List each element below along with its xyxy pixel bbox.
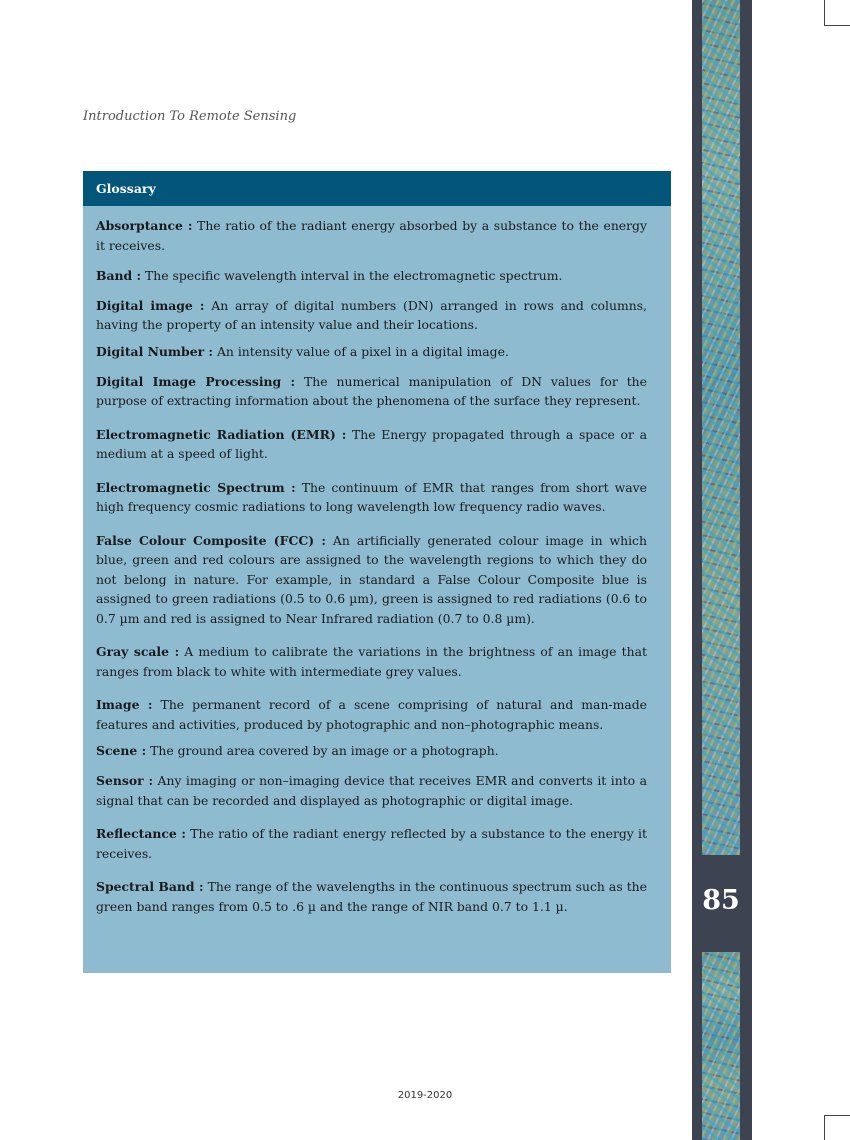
glossary-definition: The ratio of the radiant energy reflected by a substance to the energy it receives. [96,826,647,861]
glossary-box [83,171,671,973]
glossary-definition: The permanent record of a scene comprising of natural and man-made features and activities, produced by photographic and non–photographic means. [96,697,648,732]
running-head: Introduction To Remote Sensing [83,109,297,124]
glossary-definition: The ratio of the radiant energy absorbed by a substance to the energy it receives. [96,218,647,253]
glossary-definition: The ground area covered by an image or a photograph. [146,743,499,758]
glossary-entry-digital-number [96,342,647,362]
glossary-entry-spectral-band [96,877,647,916]
footer-year: 2019-2020 [397,1090,453,1101]
glossary-entry-absorptance [96,216,647,255]
crop-mark-top [824,0,850,26]
side-strip [692,0,752,1140]
satellite-image-strip-bottom [702,952,740,1140]
glossary-term: Digital Image Processing : [96,373,296,389]
glossary-entry-image [96,695,647,734]
glossary-entry-electromagnetic-spectrum [96,478,647,517]
glossary-term: Absorptance : [96,218,193,233]
glossary-term: Digital Number : [96,343,214,359]
glossary-title: Glossary [83,171,671,206]
glossary-definition: The range of the wavelengths in the continuous spectrum such as the green band ranges from 0.5 to .6 µ and the range of NIR band 0.7 to 1.1 µ. [96,879,647,914]
glossary-entry-gray-scale [96,642,647,681]
glossary-term: Digital image : [96,297,205,313]
glossary-definition: The Energy propagated through a space or a medium at a speed of light. [96,426,647,461]
glossary-definition: The numerical manipulation of DN values for the purpose of extracting information about the phenomena of the surface they represent. [96,373,647,408]
page-number: 85 [702,885,740,916]
glossary-definition: An intensity value of a pixel in a digital image. [213,343,509,359]
glossary-definition: An array of digital numbers (DN) arranged in rows and columns, having the property of an intensity value and their locations. [96,297,647,332]
glossary-entry-emr [96,425,647,464]
glossary-term: Electromagnetic Radiation (EMR) : [96,426,347,442]
glossary-term: Gray scale : [96,644,180,659]
glossary-entry-sensor [96,771,647,810]
glossary-definition: The continuum of EMR that ranges from short wave high frequency cosmic radiations to long wavelength low frequency radio waves. [96,479,647,514]
glossary-term: Sensor : [96,773,154,788]
glossary-entry-digital-image [96,296,647,335]
glossary-term: False Colour Composite (FCC) : [96,532,326,548]
glossary-entry-reflectance [96,824,647,863]
glossary-term: Spectral Band : [96,879,204,894]
glossary-term: Reflectance : [96,826,187,841]
glossary-definition: Any imaging or non–imaging device that receives EMR and converts it into a signal that can be recorded and displayed as photographic or digital image. [96,773,648,808]
glossary-entry-band [96,266,647,286]
glossary-term: Image : [96,697,153,712]
glossary-entry-fcc [96,531,647,629]
glossary-definition: An artificially generated colour image in which blue, green and red colours are assigned to the wavelength regions to which they do not belong in nature. For example, in standard a False Colour Composite blue is assigned to green radiations (0.5 to 0.6 µm), green is assigned to red radiations (0.6 to 0.7 µm and red is assigned to Near Infrared radiation (0.7 to 0.8 µm). [96,532,647,626]
glossary-definition: The specific wavelength interval in the electromagnetic spectrum. [141,267,563,283]
satellite-image-strip-top [702,0,740,855]
glossary-entry-scene [96,741,647,761]
crop-mark-bottom [824,1115,850,1140]
glossary-term: Scene : [96,743,147,758]
glossary-term: Band : [96,267,142,283]
glossary-term: Electromagnetic Spectrum : [96,479,296,495]
glossary-definition: A medium to calibrate the variations in the brightness of an image that ranges from black to white with intermediate grey values. [96,644,647,679]
glossary-list [96,216,647,927]
glossary-entry-digital-image-processing [96,372,647,411]
